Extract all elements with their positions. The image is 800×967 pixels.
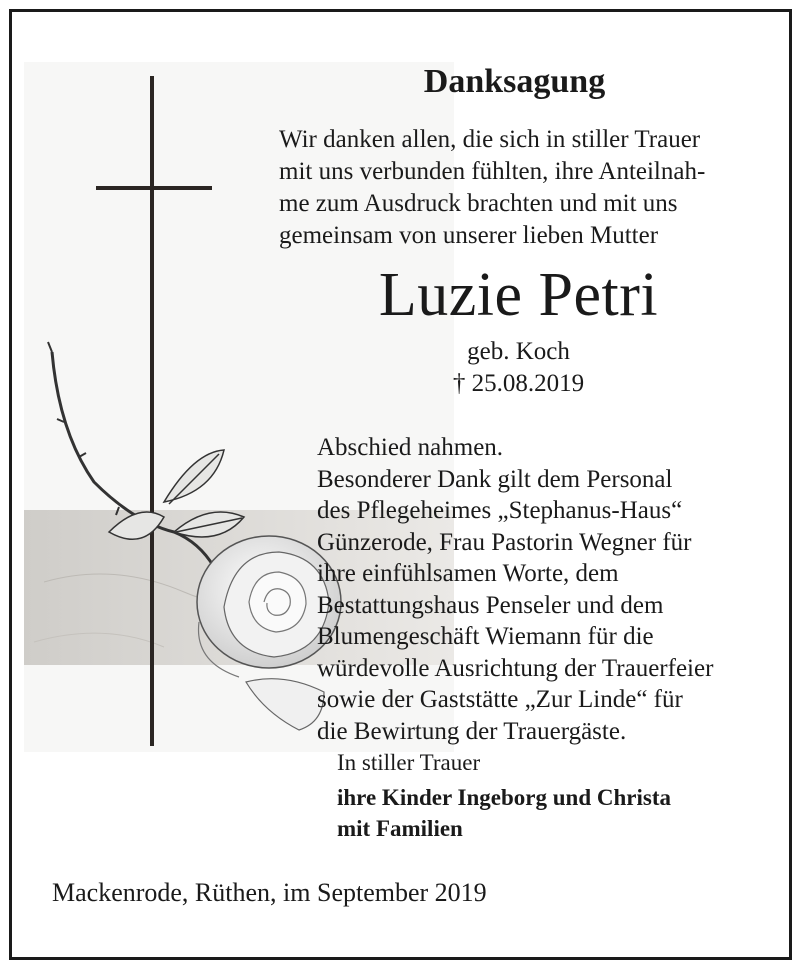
body-text [317,432,785,747]
intro-line: me zum Ausdruck brachten und mit uns [279,190,678,217]
intro-line: gemeinsam von unserer lieben Mutter [279,222,659,249]
family-line: mit Familien [337,816,463,841]
body-line: die Bewirtung der Trauergäste. [317,717,627,745]
body-line: ihre einfühlsamen Worte, dem [317,560,619,587]
mourning-line: In stiller Trauer [337,750,481,775]
body-line: würdevolle Ausrichtung der Trauerfeier [317,654,714,682]
body-line: des Pflegeheimes „Stephanus-Haus“ [317,497,683,524]
family-signature [337,782,782,844]
body-line: Günzerode, Frau Pastorin Wegner für [317,528,692,556]
body-line: sowie der Gaststätte „Zur Linde“ für [317,686,683,713]
birth-name: geb. Koch [467,338,570,365]
intro-line: mit uns verbunden fühlten, ihre Anteilnah- [279,158,706,185]
family-line: ihre Kinder Ingeborg und Christa [337,785,671,810]
body-line: Besonderer Dank gilt dem Personal [317,465,673,493]
body-line: Bestattungshaus Penseler und dem [317,591,664,619]
body-line: Blumengeschäft Wiemann für die [317,623,654,650]
notice-frame [9,9,792,960]
intro-text [279,124,784,252]
notice-title: Danksagung [423,63,606,100]
intro-line: Wir danken allen, die sich in stiller Trauer [279,126,701,153]
deceased-name: Luzie Petri [378,261,659,329]
place-date: Mackenrode, Rüthen, im September 2019 [52,878,487,907]
body-line: Abschied nahmen. [317,434,504,461]
death-date: † 25.08.2019 [452,370,585,397]
